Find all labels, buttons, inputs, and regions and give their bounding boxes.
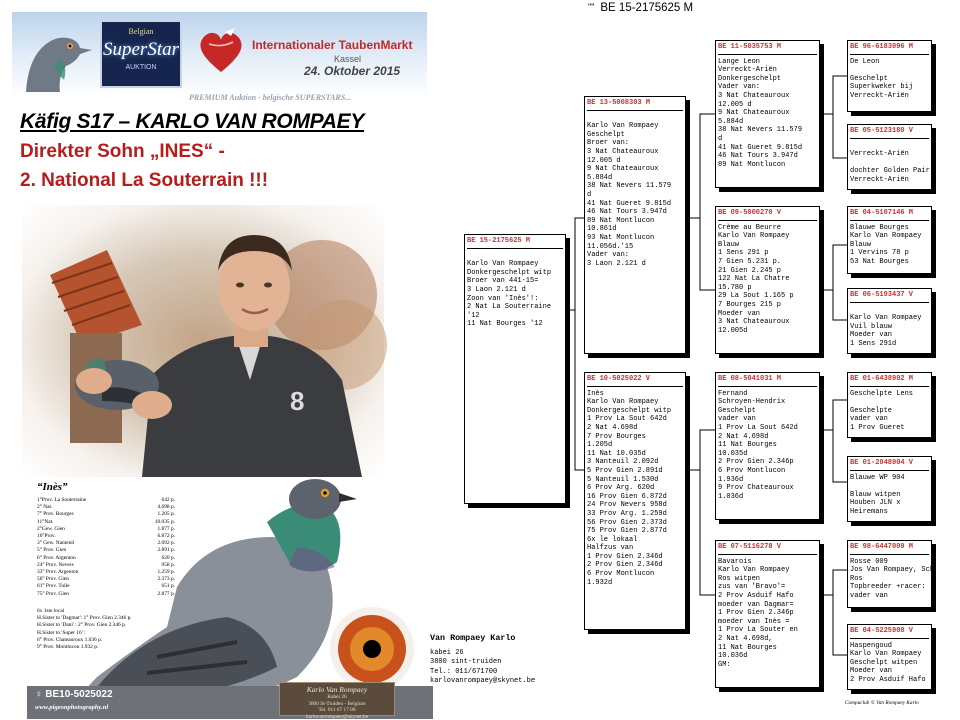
pedigree-title [588, 2, 693, 14]
pedigree-line: Superkweker bij [850, 83, 914, 92]
result-race: 5° Prov. Gien [37, 547, 67, 554]
superstar-logo [100, 20, 182, 88]
result-race: 33° Prov. Argenton [37, 569, 79, 576]
pedigree-fff [847, 40, 932, 112]
ring-divider [850, 386, 929, 387]
pedigree-line: Karlo Van Rompaey [718, 566, 790, 575]
pedigree-line: Fernand [718, 389, 748, 398]
result-row [37, 591, 175, 598]
pedigree-line: Heiremans [850, 507, 888, 516]
ring-number: BE 11-5035753 M [718, 43, 782, 51]
pedigree-line: vader van [850, 415, 888, 424]
owner-name: Van Rompaey Karlo [430, 633, 516, 643]
pedigree-line: 1 Prov Gueret [850, 423, 905, 432]
pedigree-line: vader van [850, 591, 888, 600]
ring-divider [850, 302, 929, 303]
pedigree-ffm [847, 124, 932, 190]
pedigree-line: Geschelpt [850, 74, 888, 83]
pedigree-line: 29 La Sout 1.165 p [718, 292, 794, 301]
breeder-stamp-tel: Tel. 011 67 17 00 [318, 707, 356, 713]
lot-title: Käfig S17 – KARLO VAN ROMPAEY [20, 110, 365, 133]
extra-note: 6° Prov. Chateauroux 1.036 p. [37, 636, 103, 643]
pedigree-line: 7 Prov Bourges [587, 432, 646, 441]
pedigree-mmm [847, 624, 932, 690]
pedigree-line: GM: [718, 660, 731, 669]
pedigree-line: zus van 'Bravo'= [718, 583, 786, 592]
pedigree-line: 93 Nat Montlucon [587, 233, 655, 242]
pedigree-father-father [715, 40, 820, 188]
pedigree-line: 53 Nat Bourges [850, 257, 909, 266]
result-birds: 6.872 p. [157, 533, 175, 540]
ines-result-card [27, 477, 433, 719]
pedigree-line: Geschelpte Lens [850, 389, 914, 398]
pedigree-line: 2 Prov Gien 2.346p [718, 458, 794, 467]
ring-number: BE 06-5193437 V [850, 291, 914, 299]
ring-divider [850, 54, 929, 55]
pedigree-line: 10.035d [718, 449, 748, 458]
pedigree-line: Inès [587, 389, 604, 398]
extra-note: H.Sister to 'Dagmar': 1° Prov. Gien 2.346 p. [37, 615, 132, 622]
pedigree-line: 2 Nat 4.698d [718, 432, 769, 441]
pedigree-line: Karlo Van Rompaey [587, 122, 659, 131]
result-birds: 2.092 p. [157, 540, 175, 547]
pedigree-line: Broer van: [587, 139, 630, 148]
pedigree-line: Halfzus van [587, 544, 634, 553]
pedigree-line: 1 Prov Gien 2.346d [587, 552, 663, 561]
result-birds: 651 p. [161, 583, 175, 590]
pedigree-line: 3 Nat Chateauroux [718, 318, 790, 327]
heart-globe-logo [195, 26, 247, 76]
pedigree-line: 2 Prov Asduif Hafo [718, 591, 794, 600]
pedigree-line: moeder van Dagmar= [718, 600, 794, 609]
pedigree-line [850, 142, 929, 151]
result-row [37, 547, 175, 554]
pedigree-line: 11 Nat Bourges [718, 441, 777, 450]
pedigree-line: 38 Nat Nevers 11.579 [718, 126, 803, 135]
result-birds: 2.373 p. [157, 576, 175, 583]
auction-banner [12, 12, 427, 102]
result-birds: 1.205 p. [157, 511, 175, 518]
ring-number: BE 04-5225908 V [850, 627, 914, 635]
pedigree-line: 9 Nat Chateauroux [718, 109, 790, 118]
result-birds: 620 p. [161, 554, 175, 561]
extra-note: H.Sister to 'Super 16' : [37, 629, 86, 636]
photographer-url: www.pigeonphotography.nl [35, 704, 109, 711]
pedigree-line: 1 Prov La Souter en [718, 626, 798, 635]
pedigree-line [850, 398, 929, 407]
result-race: 6° Prov. Argenton [37, 554, 76, 561]
extra-note: H.Sister to 'Dani' : 2° Prov. Gien 2.346 p. [37, 622, 127, 629]
pedigree-line: d [587, 190, 592, 199]
lot-headline [20, 110, 430, 192]
pedigree-line: Ros [850, 574, 863, 583]
pedigree-line: 11 Nat 10.035d [587, 449, 646, 458]
pedigree-line: 2 Nat 4.698d, [718, 634, 773, 643]
pedigree-line: Haspengoud [850, 641, 893, 650]
result-birds: 1.259 p. [157, 569, 175, 576]
compuclub-footer: Compuclub © Van Rompaey Karlo [845, 700, 919, 706]
pedigree-line: Jos Van Rompaey, Sch [850, 566, 935, 575]
ring-number: BE 01-2048904 V [850, 459, 914, 467]
breeder-stamp-name: Karlo Van Rompaey [306, 685, 368, 694]
pedigree-line: 6 Prov Montlucon [718, 466, 786, 475]
ring-number: BE 08-5041031 M [718, 375, 782, 383]
ring-divider [718, 54, 817, 55]
ring-number: BE 15-2175625 M [467, 237, 531, 245]
pedigree-line: '12 [467, 311, 480, 320]
pedigree-subject [464, 234, 566, 504]
pedigree-line: 2 Nat La Souterraine [467, 303, 552, 312]
pedigree-line: Bavarois [718, 557, 752, 566]
result-row [37, 583, 175, 590]
pedigree-line: Ros witpen [718, 574, 761, 583]
pedigree-line: 11 Nat Bourges [718, 643, 777, 652]
pedigree-line: Blauw witpen [850, 490, 901, 499]
result-race: 3° Gew. Nanteuil [37, 540, 75, 547]
ring-divider [718, 220, 817, 221]
owner-city: 3800 sint-truiden [430, 658, 502, 667]
pedigree-line: 3 Nanteuil 2.092d [587, 458, 659, 467]
pedigree-mff [847, 372, 932, 438]
result-birds: 642 p. [161, 497, 175, 503]
pedigree-line: Donkergeschelpt witp [587, 406, 672, 415]
pedigree-line: 6 Prov Montlucon [587, 570, 655, 579]
pedigree-line: Donkergeschelpt [718, 74, 782, 83]
pedigree-line: Geschelpt [718, 406, 756, 415]
extra-note: 6x 1ste local [37, 608, 65, 614]
pedigree-line: moeder van Inès = [718, 617, 790, 626]
pedigree-line: 1 Sens 291d [850, 339, 897, 348]
pedigree-line: 21 Gien 2.245 p [718, 266, 782, 275]
lot-subtitle: Direkter Sohn „INES“ - [20, 141, 225, 162]
pedigree-line: Geschelpt witpen [850, 658, 918, 667]
pedigree-line [850, 306, 929, 315]
pigeon-head-logo [16, 22, 94, 92]
pedigree-line: Verreckt-Ariën [850, 91, 909, 100]
breeder-stamp-mail: karlovanrompaey@skynet.be [305, 713, 369, 720]
breeder-holding-pigeon-image [22, 205, 384, 477]
pedigree-line: 7 Bourges 215 p [718, 300, 782, 309]
pedigree-line: 9 Prov Chateauroux [718, 484, 794, 493]
pedigree-line: Topbreeder +racer: [850, 583, 926, 592]
ring-divider [850, 554, 929, 555]
pedigree-line [850, 159, 929, 168]
result-race: 24° Prov. Nevers [37, 561, 74, 568]
ring-number: BE 05-5123180 V [850, 127, 914, 135]
breeder-photo [22, 205, 384, 477]
pedigree-line: 2 Prov Asduif Hafo [850, 675, 926, 684]
pedigree-line: Zoon van 'Inès'!: [467, 294, 539, 303]
pedigree-line: Schroyen-Hendrix [718, 398, 786, 407]
pedigree-line: Karlo Van Rompaey [850, 650, 922, 659]
pedigree-line: 89 Nat Montlucon [718, 160, 786, 169]
ring-divider [850, 138, 929, 139]
pedigree-line: Geschelpte [850, 406, 893, 415]
pedigree-line: 15.780 p [718, 283, 752, 292]
result-row [37, 511, 175, 518]
ring-number: BE 04-5107146 M [850, 209, 914, 217]
pedigree-line: vader van [718, 415, 756, 424]
pedigree-line: 12.005d [718, 326, 748, 335]
result-birds: 2.877 p. [157, 590, 175, 597]
result-birds: 2.891 p. [157, 547, 175, 554]
pedigree-line: 6x le lokaal [587, 535, 638, 544]
result-race: 2° Nat. [37, 504, 53, 511]
pedigree-line: 41 Nat Gueret 9.815d [718, 143, 803, 152]
pedigree-line: 6 Prov Arg. 620d [587, 484, 655, 493]
pedigree-line: Verreckt-Ariën [850, 175, 909, 184]
ines-ring-number: ♀ BE10-5025022 [35, 689, 113, 700]
pedigree-line: 75 Prov Gien 2.877d [587, 527, 667, 536]
ring-number: BE 96-6183096 M [850, 43, 914, 51]
pedigree-line: 11.056d.'15 [587, 242, 634, 251]
pedigree-line: 38 Nat Nevers 11.579 [587, 182, 672, 191]
pedigree-line: Moeder van [718, 309, 761, 318]
pedigree-line: 5 Prov Gien 2.891d [587, 466, 663, 475]
pedigree-line: 3 Nat Chateauroux [718, 91, 790, 100]
pedigree-line [587, 114, 683, 123]
pedigree-line: 5.884d [587, 173, 613, 182]
pedigree-line: 1 Prov Gien 2.346p [718, 609, 794, 618]
ring-divider [850, 220, 929, 221]
pedigree-line: Donkergeschelpt witp [467, 268, 552, 277]
ring-divider [850, 470, 929, 471]
pedigree-line: 3 Nat Chateauroux [587, 147, 659, 156]
ring-divider [587, 110, 683, 111]
ring-number: BE 98-6447009 M [850, 543, 914, 551]
pedigree-line: Vader van: [587, 251, 630, 260]
pedigree-line: 46 Nat Tours 3.947d [587, 208, 667, 217]
pedigree-title-ring: BE 15-2175625 M [600, 2, 694, 14]
ring-number: BE 07-5116278 V [718, 543, 782, 551]
pedigree-line [850, 482, 929, 491]
pedigree-line: 3 Laon 2.121 d [587, 259, 646, 268]
pedigree-line: 1 Sens 291 p [718, 249, 769, 258]
pedigree-line: 1.036d [718, 492, 744, 501]
pedigree-mother-father [715, 372, 820, 520]
pedigree-line: 2 Nat 4.698d [587, 423, 638, 432]
result-race: 56° Prov. Gien [37, 576, 69, 583]
pedigree-line: 12.005 d [587, 156, 621, 165]
pedigree-line: Karlo Van Rompaey [850, 232, 922, 241]
pedigree-line: 3 Laon 2.121 d [467, 285, 526, 294]
ines-results-list [37, 497, 175, 598]
pedigree-line: Karlo Van Rompaey [587, 398, 659, 407]
pedigree-line: Blauw [850, 240, 872, 249]
pedigree-line: 2 Prov Gien 2.346d [587, 561, 663, 570]
pedigree-line: Rosse 009 [850, 557, 888, 566]
result-race: 7° Prov. Bourges [37, 511, 74, 518]
pedigree-line: Lange Leon [718, 57, 761, 66]
breeder-stamp-address: Kabei 26 [327, 694, 347, 700]
result-race: 11°Nat. [37, 518, 54, 525]
pedigree-line: Vader van: [718, 83, 761, 92]
result-row [37, 519, 175, 526]
ring-number: BE 10-5025022 V [587, 375, 651, 383]
pedigree-line: 1.932d [587, 578, 613, 587]
pedigree-line: 33 Prov Arg. 1.259d [587, 509, 667, 518]
result-birds: 4.698 p. [157, 504, 175, 511]
pedigree-line: Blauw [718, 240, 740, 249]
pedigree-line: Crème au Beurre [718, 223, 782, 232]
ring-number: BE 09-5000270 V [718, 209, 782, 217]
result-row [37, 555, 175, 562]
pedigree-line: 1 Prov La Sout 642d [718, 423, 798, 432]
market-city: Kassel [334, 54, 362, 64]
pedigree-line: 1 Prov La Sout 642d [587, 415, 667, 424]
pedigree-fmf [847, 206, 932, 274]
result-birds: 1.877 p. [157, 525, 175, 532]
ines-name: “Inès” [37, 481, 68, 493]
result-race: 75° Prov. Gien [37, 590, 69, 597]
pedigree-mother [584, 372, 686, 630]
pedigree-line: Broer van 441-15= [467, 277, 539, 286]
owner-tel: Tel.: 011/671700 [430, 667, 498, 676]
pedigree-line: 9 Nat Chateauroux [587, 165, 659, 174]
result-race: 1°Prov. La Souterraine [37, 497, 87, 503]
pedigree-line: 41 Nat Gueret 9.815d [587, 199, 672, 208]
pedigree-line: 12.005 d [718, 100, 752, 109]
pedigree-line: 16 Prov Gien 6.872d [587, 492, 667, 501]
market-strapline: PREMIUM Auktion - belgische SUPERSTARS... [189, 93, 352, 102]
pedigree-line: Moeder van [850, 667, 893, 676]
ring-divider [850, 638, 929, 639]
pedigree-line: Verreckt-Ariën [718, 66, 777, 75]
pedigree-line: 11 Nat Bourges '12 [467, 320, 543, 329]
pedigree-line: 89 Nat Montlucon [587, 216, 655, 225]
result-race: 16°Prov. [37, 533, 56, 540]
pedigree-line: Geschelpt [587, 130, 625, 139]
result-row [37, 497, 175, 504]
owner-email: karlovanrompaey@skynet.be [430, 677, 536, 686]
ines-extra-notes [37, 608, 175, 651]
pedigree-line [850, 66, 929, 75]
extra-note: 9° Prov. Montlucon 1.932 p. [37, 644, 99, 651]
lot-achievement: 2. National La Souterrain !!! [20, 170, 269, 191]
pedigree-line: 122 Nat La Chatre [718, 275, 790, 284]
pedigree-line: Blauwe Bourges [850, 223, 909, 232]
pedigree-line: dochter Golden Pair [850, 167, 930, 176]
pedigree-line: 10.861d [587, 225, 617, 234]
pedigree-father [584, 96, 686, 354]
pedigree-mfm [847, 456, 932, 522]
pedigree-line: 1.936d [718, 475, 744, 484]
owner-address: kabei 26 [430, 648, 464, 657]
ring-divider [718, 386, 817, 387]
pedigree-line: 5.884d [718, 117, 744, 126]
pedigree-line: Vuil blauw [850, 322, 893, 331]
pedigree-line: 56 Prov Gien 2.373d [587, 518, 667, 527]
pedigree-line: Houben JLN x [850, 499, 901, 508]
pedigree-line: Verreckt-Ariën [850, 150, 909, 159]
superstar-logo-top: Belgian [128, 27, 154, 36]
ring-divider [587, 386, 683, 387]
breeder-stamp [279, 682, 395, 720]
pedigree-line: De Leon [850, 57, 880, 66]
pedigree-line: Moeder van [850, 331, 893, 340]
pedigree-line: 10.036d [718, 652, 748, 661]
superstar-logo-sub: AUKTION [125, 64, 157, 71]
pedigree-line: d [718, 134, 723, 143]
pedigree-line: Karlo Van Rompaey [467, 260, 539, 269]
ring-number: BE 01-6438902 M [850, 375, 914, 383]
pedigree-line: 5 Nanteuil 1.530d [587, 475, 659, 484]
pedigree-fmm [847, 288, 932, 354]
pedigree-line: Karlo Van Rompaey [718, 232, 790, 241]
result-race: 61° Prov. Tulle [37, 583, 70, 590]
svg-text:8: 8 [290, 386, 305, 416]
pedigree-mmf [847, 540, 935, 608]
pedigree-line: 24 Prov Nevers 958d [587, 501, 667, 510]
superstar-logo-main: SuperStar [103, 39, 179, 60]
result-row [37, 526, 175, 533]
ring-number: BE 13-5008303 M [587, 99, 651, 107]
pedigree-line [467, 252, 563, 261]
result-row [37, 562, 175, 569]
result-birds: 958 p. [161, 561, 175, 568]
pedigree-line: Blauwe WP 904 [850, 473, 905, 482]
ring-divider [718, 554, 817, 555]
owner-block [430, 634, 535, 687]
pedigree-line: 1 Vervins 78 p [850, 249, 909, 258]
pedigree-line: 46 Nat Tours 3.947d [718, 152, 798, 161]
pedigree-line: Karlo Van Rompaey [850, 314, 922, 323]
pedigree-father-mother [715, 206, 820, 354]
pedigree-title-quote: "" [588, 2, 595, 12]
breeder-stamp-city: 3800 St-Truiden - Belgium [308, 700, 366, 707]
market-date: 24. Oktober 2015 [304, 64, 401, 78]
market-title: Internationaler TaubenMarkt [252, 38, 413, 52]
result-race: 2°Gew. Gien [37, 525, 65, 532]
result-birds: 10.035 p. [154, 518, 175, 525]
pedigree-line: 1.205d [587, 441, 613, 450]
pedigree-line: 7 Gien 5.231 p. [718, 257, 782, 266]
ring-divider [467, 248, 563, 249]
pedigree-mother-mother [715, 540, 820, 688]
